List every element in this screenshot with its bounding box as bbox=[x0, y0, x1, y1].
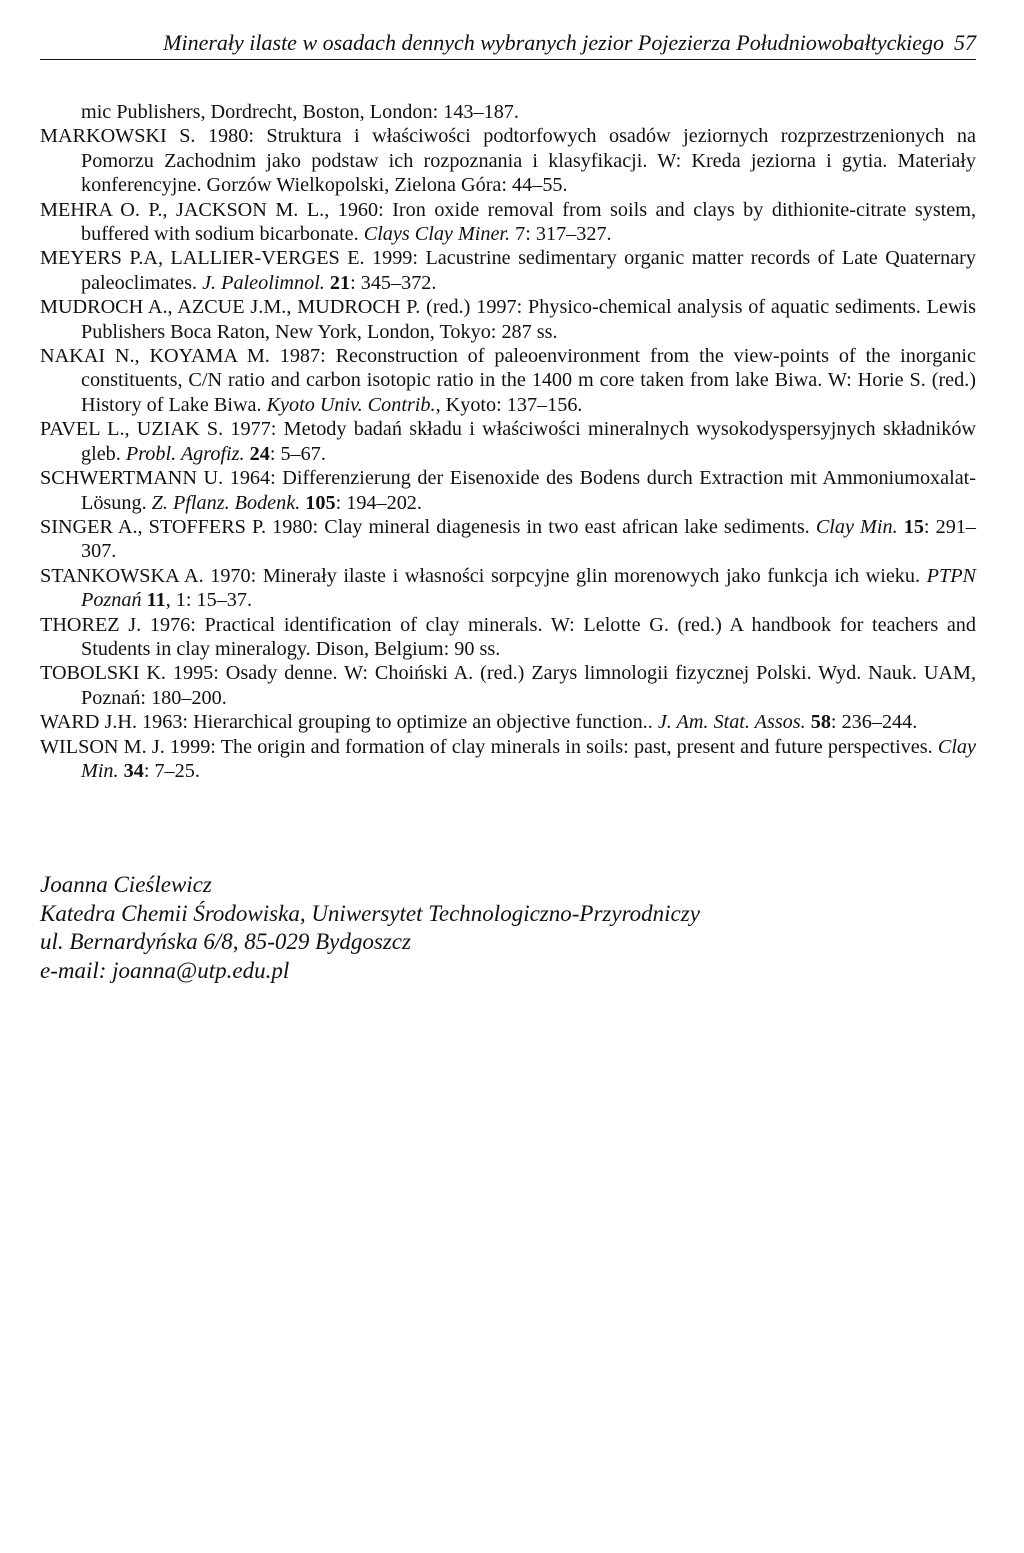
reference-text: MEHRA O. P., JACKSON M. L., 1960: Iron oxide removal from soils and clays by dithionite-citrate system, buffered with sodium bicarbonate. bbox=[40, 198, 976, 246]
reference-continuation bbox=[40, 100, 976, 124]
reference-text: PAVEL L., UZIAK S. 1977: Metody badań składu i właściwości mineralnych wysokodyspersyjnych składników gleb. bbox=[40, 418, 976, 465]
reference-entry bbox=[40, 466, 976, 515]
author-address: ul. Bernardyńska 6/8, 85-029 Bydgoszcz bbox=[40, 929, 411, 954]
reference-text: MUDROCH A., AZCUE J.M., MUDROCH P. (red.) 1997: Physico-chemical analysis of aquatic sediments. Lewis Publishers Boca Raton, New York, London, Tokyo: 287 ss. bbox=[40, 296, 976, 343]
reference-entry bbox=[40, 344, 976, 417]
reference-entry bbox=[40, 661, 976, 710]
reference-text: : 291–307. bbox=[81, 515, 977, 563]
reference-text: STANKOWSKA A. 1970: Minerały ilaste i własności sorpcyjne glin morenowych jako funkcja ich wieku. bbox=[40, 564, 927, 587]
reference-text: , Kyoto: 137–156. bbox=[435, 393, 583, 416]
reference-entry bbox=[40, 295, 976, 344]
reference-entry bbox=[40, 198, 976, 247]
journal-title: PTPN Poznań bbox=[81, 564, 976, 612]
reference-text: MARKOWSKI S. 1980: Struktura i właściwości podtorfowych osadów jeziornych rozprzestrzenionych na Pomorzu Zachodnim jako podstaw ich rozpoznania i klasyfikacji. W: Kreda jeziorna i gytia. Materiały konferencyjne. Gorzów Wielkopolski, Zielona Góra: 44–55. bbox=[40, 125, 976, 197]
volume-number: 15 bbox=[903, 515, 924, 538]
reference-text: mic Publishers, Dordrecht, Boston, London: 143–187. bbox=[81, 101, 519, 123]
volume-number: 58 bbox=[810, 711, 831, 734]
reference-entry bbox=[40, 735, 976, 784]
reference-text: NAKAI N., KOYAMA M. 1987: Reconstruction of paleoenvironment from the view-points of the inorganic constituents, C/N ratio and carbon isotopic ratio in the 1400 m core taken from lake Biwa. W: Horie S. (red.) History of Lake Biwa. bbox=[40, 345, 976, 416]
running-header bbox=[40, 30, 976, 60]
reference-text: : 194–202. bbox=[335, 491, 422, 514]
journal-title: J. Paleolimnol. bbox=[202, 271, 325, 294]
reference-text: TOBOLSKI K. 1995: Osady denne. W: Choiński A. (red.) Zarys limnologii fizycznej Polski. Wyd. Nauk. UAM, Poznań: 180–200. bbox=[40, 662, 976, 709]
journal-title: Clays Clay Miner. bbox=[363, 223, 511, 246]
reference-text: MEYERS P.A, LALLIER-VERGES E. 1999: Lacustrine sedimentary organic matter records of Late Quaternary paleoclimates. bbox=[40, 247, 976, 294]
journal-title: Clay Min. bbox=[815, 515, 898, 538]
author-block bbox=[40, 871, 940, 985]
author-email: e-mail: joanna@utp.edu.pl bbox=[40, 957, 290, 983]
reference-entry bbox=[40, 564, 976, 613]
journal-title: Clay Min. bbox=[81, 735, 976, 782]
volume-number: 24 bbox=[249, 442, 270, 465]
volume-number: 105 bbox=[305, 491, 336, 514]
journal-title: Kyoto Univ. Contrib. bbox=[266, 393, 436, 416]
volume-number: 11 bbox=[146, 589, 166, 612]
journal-title: Probl. Agrofiz. bbox=[125, 442, 245, 465]
reference-text: WARD J.H. 1963: Hierarchical grouping to optimize an objective function.. bbox=[40, 711, 658, 734]
page-number: 57 bbox=[954, 30, 976, 55]
reference-entry bbox=[40, 124, 976, 197]
author-affiliation: Katedra Chemii Środowiska, Uniwersytet Technologiczno-Przyrodniczy bbox=[40, 900, 700, 926]
reference-list bbox=[40, 100, 976, 783]
journal-title: Z. Pflanz. Bodenk. bbox=[151, 491, 301, 514]
reference-text: 7: 317–327. bbox=[510, 223, 612, 246]
running-title: Minerały ilaste w osadach dennych wybranych jezior Pojezierza Południowobałtyckiego bbox=[163, 30, 944, 55]
journal-title: J. Am. Stat. Assos. bbox=[657, 711, 806, 734]
volume-number: 34 bbox=[123, 759, 144, 782]
reference-text: SINGER A., STOFFERS P. 1980: Clay mineral diagenesis in two east african lake sediments. bbox=[40, 515, 816, 538]
reference-text: THOREZ J. 1976: Practical identification of clay minerals. W: Lelotte G. (red.) A handbook for teachers and Students in clay mineralogy. Dison, Belgium: 90 ss. bbox=[40, 613, 976, 660]
volume-number: 21 bbox=[329, 271, 351, 294]
reference-text: : 5–67. bbox=[269, 442, 326, 465]
reference-entry bbox=[40, 515, 976, 564]
author-name: Joanna Cieślewicz bbox=[40, 872, 212, 897]
reference-entry bbox=[40, 710, 976, 734]
reference-entry bbox=[40, 246, 976, 295]
reference-entry bbox=[40, 613, 976, 662]
reference-text: : 345–372. bbox=[350, 271, 437, 294]
reference-text: SCHWERTMANN U. 1964: Differenzierung der Eisenoxide des Bodens durch Extraction mit Ammoniumoxalat-Lösung. bbox=[40, 467, 976, 514]
reference-text: : 7–25. bbox=[143, 759, 200, 782]
reference-text: : 236–244. bbox=[830, 711, 918, 734]
reference-entry bbox=[40, 417, 976, 466]
reference-text: , 1: 15–37. bbox=[165, 589, 253, 612]
reference-text: WILSON M. J. 1999: The origin and formation of clay minerals in soils: past, present and future perspectives. bbox=[40, 735, 938, 758]
